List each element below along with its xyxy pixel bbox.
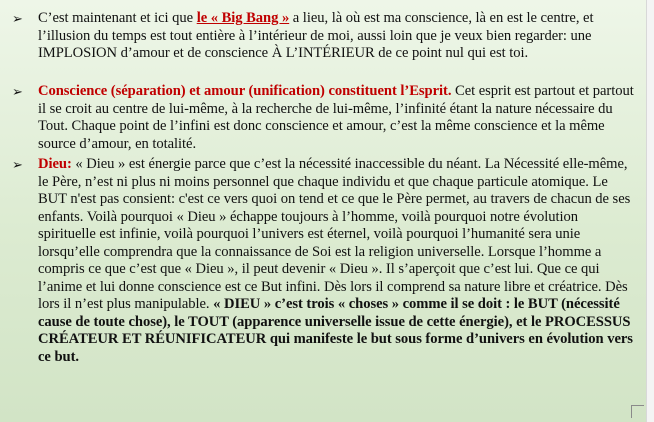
paragraph-intro: C’est maintenant et ici que <box>38 10 197 26</box>
paragraph-bold-text: « DIEU » c’est trois « choses » comme il se doit : le BUT (nécessité cause de toute chose), le TOUT (apparence universelle issue de cette énergie), et le PROCESSUS CRÉATEUR ET RÉUNIFICATEUR qui manifeste le but sous forme d’univers en évolution vers ce but. <box>38 296 633 365</box>
arrow-bullet-icon: ➢ <box>12 11 23 26</box>
paragraph-text: Cet esprit est partout et partout il se croit au centre de lui-même, à la recherche de lui-même, l’infinité étant la nature nécessaire du Tout. Chaque point de l’infini est donc conscience et amour, c’est la même conscience et la même source d’amour, en totalité. <box>38 83 634 152</box>
text-boundary-corner <box>631 405 644 418</box>
bullet-paragraph-dieu <box>38 156 638 366</box>
bullet-paragraph-esprit <box>38 83 638 153</box>
arrow-bullet-icon: ➢ <box>12 84 23 99</box>
paragraph-heading: Dieu: <box>38 156 72 172</box>
page-edge <box>646 0 654 422</box>
paragraph-heading: Conscience (séparation) et amour (unification) constituent l’Esprit. <box>38 83 452 99</box>
arrow-bullet-icon: ➢ <box>12 157 23 172</box>
big-bang-link[interactable]: le « Big Bang » <box>196 10 290 26</box>
paragraph-text: « Dieu » est énergie parce que c’est la nécessité inaccessible du néant. La Nécessité elle-même, le Père, n’est ni plus ni moins personnel que chaque individu et que chaque particule atomique. Le BUT n'est pas consient: c'est ce vers quoi on tend et ce que le Père permet, au travers de chacun de ses enfants. Voilà pourquoi « Dieu » échappe toujours à l’homme, voilà pourquoi notre évolution spirituelle est infinie, voilà pourquoi l’univers est éternel, voilà pourquoi l’humanité sera unie lorsqu’elle comprendra que la connaissance de Soi est la religion universelle. Lorsque l’homme a compris ce que c’est que « Dieu », il peut devenir « Dieu ». Il s’aperçoit que c’est lui. Que ce qui l’anime et lui donne conscience est ce But infini. Dès lors il comprend sa nature libre et créatrice. Dès lors il n’est plus manipulable. <box>38 156 631 312</box>
paragraph-text: a lieu, là où est ma conscience, là en est le centre, et l’illusion du temps est tout entière à l’intérieur de moi, aussi loin que je veux bien regarder: une IMPLOSION d’amour et de conscience À L’INTÉRIEUR de ce point nul qui est toi. <box>38 10 594 61</box>
bullet-paragraph-big-bang <box>38 10 638 63</box>
